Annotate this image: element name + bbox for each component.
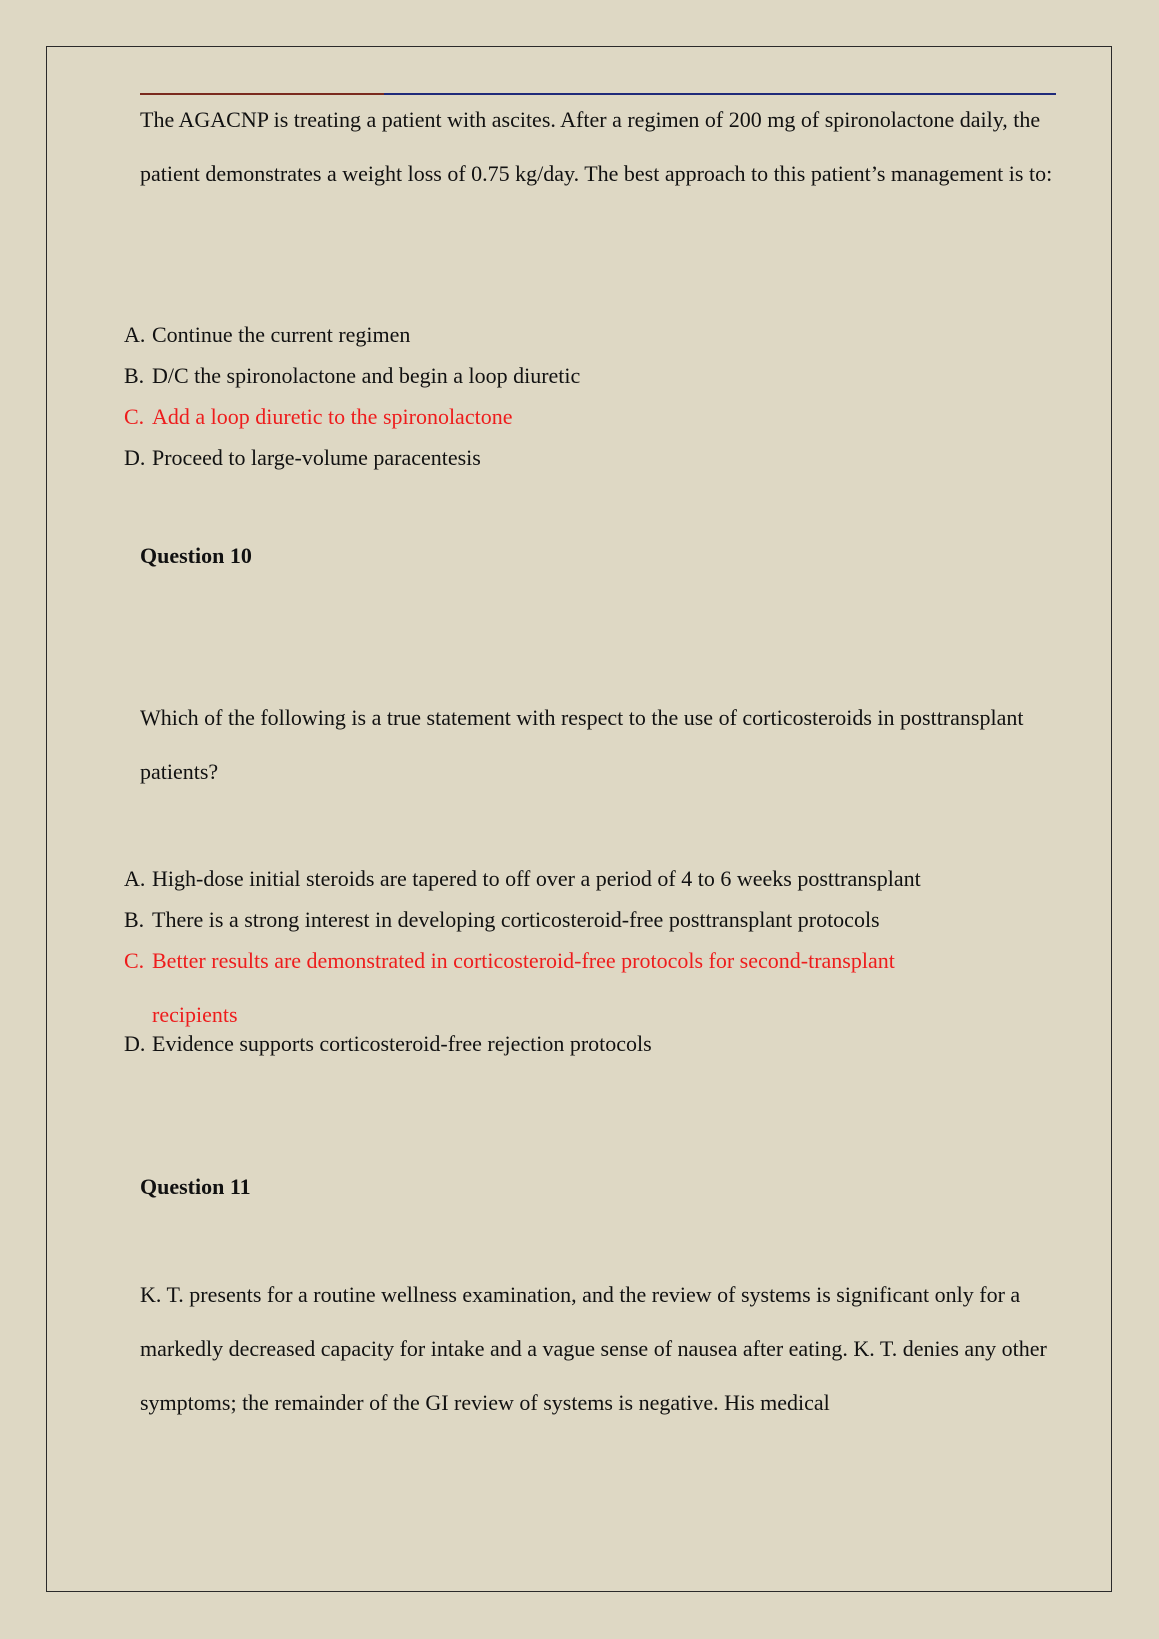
q9-option-d: [124, 445, 481, 471]
q10-option-c-correct: [124, 948, 954, 1042]
q10-stem: Which of the following is a true statement with respect to the use of corticosteroids in posttransplant patients?: [140, 705, 1024, 784]
option-text: High-dose initial steroids are tapered to off over a period of 4 to 6 weeks posttransplant: [152, 866, 921, 891]
q11-heading: Question 11: [140, 1174, 251, 1199]
option-letter: A.: [124, 322, 146, 347]
option-letter: C.: [124, 948, 145, 973]
q9-option-a: [124, 322, 410, 348]
option-letter: B.: [124, 363, 145, 388]
q11-stem: K. T. presents for a routine wellness examination, and the review of systems is significant only for a markedly decreased capacity for intake and a vague sense of nausea after eating. K. T. denies any other symptoms; the remainder of the GI review of systems is negative. His medical: [140, 1282, 1047, 1415]
option-letter: D.: [124, 1031, 146, 1056]
option-letter: B.: [124, 907, 145, 932]
option-text: Proceed to large-volume paracentesis: [152, 445, 481, 470]
option-letter: D.: [124, 445, 146, 470]
q10-option-a: [124, 866, 921, 892]
option-text: D/C the spironolactone and begin a loop diuretic: [152, 363, 581, 388]
option-text: Add a loop diuretic to the spironolactone: [152, 404, 513, 429]
q10-option-d: [124, 1031, 652, 1057]
q9-stem: The AGACNP is treating a patient with ascites. After a regimen of 200 mg of spironolactone daily, the patient demonstrates a weight loss of 0.75 kg/day. The best approach to this patient’s management is to:: [140, 107, 1053, 186]
option-letter: C.: [124, 404, 145, 429]
option-text: Continue the current regimen: [152, 322, 411, 347]
option-text: There is a strong interest in developing corticosteroid-free posttransplant protocols: [152, 907, 880, 932]
q10-heading: Question 10: [140, 543, 252, 568]
q9-option-b: [124, 363, 580, 389]
option-text: Evidence supports corticosteroid-free rejection protocols: [152, 1031, 652, 1056]
q9-option-c-correct: [124, 404, 512, 430]
option-letter: A.: [124, 866, 146, 891]
q10-option-b: [124, 907, 880, 933]
option-text: Better results are demonstrated in corticosteroid-free protocols for second-transplant recipients: [152, 948, 895, 1027]
